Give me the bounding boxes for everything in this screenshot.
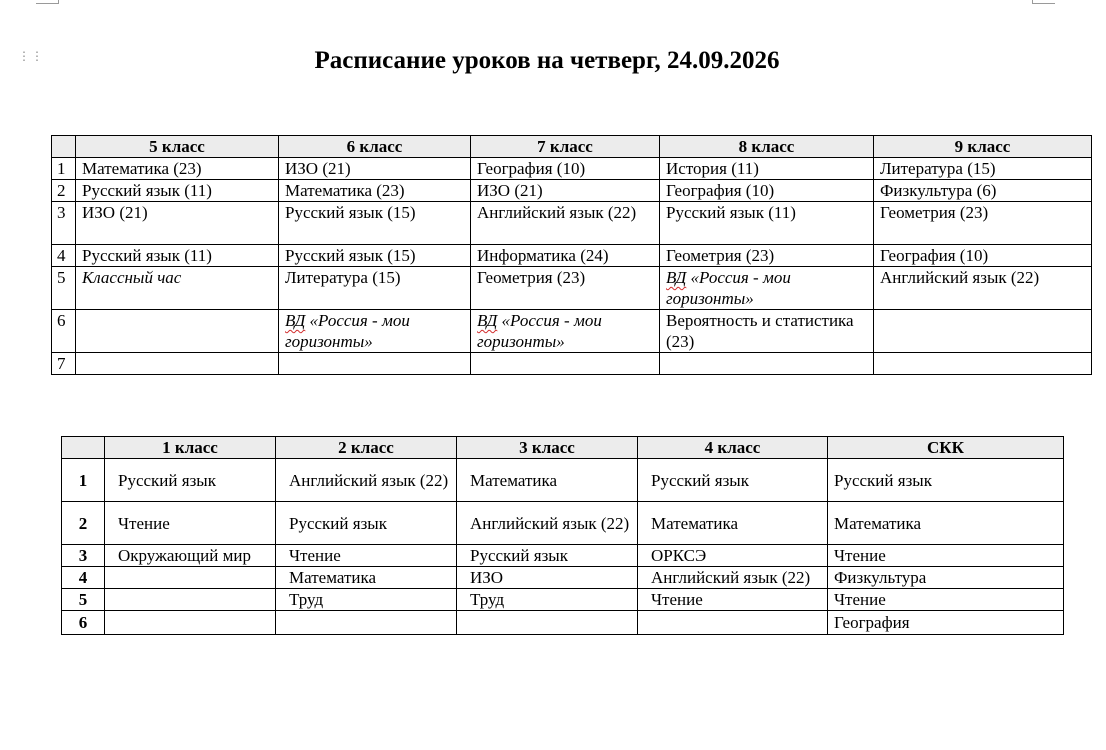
header-cell-grade-5: 5 класс — [76, 136, 279, 158]
table-cell[interactable] — [76, 353, 279, 375]
table-row — [62, 611, 1064, 635]
header-cell-grade-1: 1 класс — [105, 437, 276, 459]
table-cell[interactable]: Русский язык — [105, 459, 276, 502]
vd-abbreviation: ВД — [477, 311, 498, 330]
table-cell[interactable]: ИЗО (21) — [76, 202, 279, 245]
table-cell[interactable]: ИЗО (21) — [279, 158, 471, 180]
header-cell-grade-2: 2 класс — [276, 437, 457, 459]
lesson-number: 5 — [52, 267, 76, 310]
table-cell[interactable] — [457, 611, 638, 635]
table-cell[interactable]: Вероятность и статистика (23) — [660, 310, 874, 353]
table-row — [62, 589, 1064, 611]
table-cell[interactable]: Чтение — [828, 545, 1064, 567]
table-cell[interactable]: Английский язык (22) — [276, 459, 457, 502]
table-cell[interactable]: Английский язык (22) — [638, 567, 828, 589]
header-cell-number — [62, 437, 105, 459]
table-cell[interactable]: ИЗО — [457, 567, 638, 589]
lesson-number: 6 — [52, 310, 76, 353]
table-cell[interactable] — [76, 310, 279, 353]
table-cell[interactable]: Математика — [828, 502, 1064, 545]
table-cell[interactable] — [874, 353, 1092, 375]
header-cell-grade-7: 7 класс — [471, 136, 660, 158]
table-cell[interactable]: Труд — [457, 589, 638, 611]
lesson-number: 1 — [62, 459, 105, 502]
table-cell[interactable]: Литература (15) — [874, 158, 1092, 180]
table-row — [62, 545, 1064, 567]
table-cell[interactable]: Труд — [276, 589, 457, 611]
table-cell[interactable]: География (10) — [660, 180, 874, 202]
table-cell[interactable]: Английский язык (22) — [471, 202, 660, 245]
table-row — [52, 310, 1092, 353]
table-row — [62, 567, 1064, 589]
table-cell[interactable]: Математика (23) — [279, 180, 471, 202]
table-header-row — [62, 437, 1064, 459]
page-corner-mark-right — [1032, 0, 1055, 4]
table-cell[interactable]: Английский язык (22) — [874, 267, 1092, 310]
table-cell[interactable]: Геометрия (23) — [471, 267, 660, 310]
table-row — [52, 158, 1092, 180]
table-cell[interactable]: Физкультура (6) — [874, 180, 1092, 202]
table-cell[interactable]: Русский язык (15) — [279, 245, 471, 267]
vd-course-name: «Россия - мои горизонты» — [285, 311, 410, 351]
page-title: Расписание уроков на четверг, 24.09.2026 — [314, 47, 780, 74]
lesson-number: 4 — [52, 245, 76, 267]
vd-abbreviation: ВД — [666, 268, 687, 287]
table-row — [62, 502, 1064, 545]
lesson-number: 7 — [52, 353, 76, 375]
table-cell[interactable]: Классный час — [76, 267, 279, 310]
table-cell[interactable]: Русский язык (15) — [279, 202, 471, 245]
lesson-number: 5 — [62, 589, 105, 611]
header-cell-grade-6: 6 класс — [279, 136, 471, 158]
table-cell[interactable]: Математика — [276, 567, 457, 589]
table-cell[interactable] — [660, 353, 874, 375]
table-cell[interactable]: Математика (23) — [76, 158, 279, 180]
lesson-number: 3 — [52, 202, 76, 245]
table-cell[interactable]: Русский язык (11) — [660, 202, 874, 245]
table-row — [52, 202, 1092, 245]
table-cell[interactable]: Информатика (24) — [471, 245, 660, 267]
page-corner-mark-left — [36, 0, 59, 4]
table-cell[interactable]: География (10) — [471, 158, 660, 180]
table-cell[interactable]: Чтение — [638, 589, 828, 611]
vd-course-name: «Россия - мои горизонты» — [477, 311, 602, 351]
table-cell[interactable]: Русский язык — [457, 545, 638, 567]
table-cell[interactable] — [471, 310, 660, 353]
table-cell[interactable] — [105, 589, 276, 611]
header-cell-grade-3: 3 класс — [457, 437, 638, 459]
table-cell[interactable]: Физкультура — [828, 567, 1064, 589]
table-cell[interactable] — [638, 611, 828, 635]
header-cell-skk: СКК — [828, 437, 1064, 459]
schedule-table-grades-1-4 — [61, 436, 1064, 635]
table-cell[interactable]: Литература (15) — [279, 267, 471, 310]
vd-abbreviation: ВД — [285, 311, 306, 330]
table-cell[interactable] — [660, 267, 874, 310]
table-cell[interactable]: Геометрия (23) — [660, 245, 874, 267]
drag-handle-icon[interactable]: ⋮⋮ — [18, 49, 44, 63]
table-cell[interactable]: Русский язык (11) — [76, 245, 279, 267]
lesson-number: 2 — [62, 502, 105, 545]
header-cell-grade-4: 4 класс — [638, 437, 828, 459]
table-cell[interactable]: История (11) — [660, 158, 874, 180]
lesson-number: 6 — [62, 611, 105, 635]
vd-course-name: «Россия - мои горизонты» — [666, 268, 791, 308]
table-cell[interactable] — [276, 611, 457, 635]
table-cell[interactable]: ИЗО (21) — [471, 180, 660, 202]
schedule-table-grades-5-9 — [51, 135, 1092, 375]
table-row — [52, 353, 1092, 375]
table-cell[interactable]: Чтение — [828, 589, 1064, 611]
table-cell[interactable]: Русский язык — [828, 459, 1064, 502]
header-cell-number — [52, 136, 76, 158]
header-cell-grade-9: 9 класс — [874, 136, 1092, 158]
table-cell[interactable]: География (10) — [874, 245, 1092, 267]
lesson-number: 3 — [62, 545, 105, 567]
table-cell[interactable]: Математика — [457, 459, 638, 502]
table-cell[interactable]: Английский язык (22) — [457, 502, 638, 545]
table-row — [52, 267, 1092, 310]
table-cell[interactable]: Окружающий мир — [105, 545, 276, 567]
table-cell[interactable]: Чтение — [105, 502, 276, 545]
lesson-number: 4 — [62, 567, 105, 589]
table-row — [52, 245, 1092, 267]
table-row — [52, 180, 1092, 202]
lesson-number: 2 — [52, 180, 76, 202]
table-cell[interactable]: Русский язык (11) — [76, 180, 279, 202]
header-cell-grade-8: 8 класс — [660, 136, 874, 158]
table-cell[interactable]: Геометрия (23) — [874, 202, 1092, 245]
table-cell[interactable] — [279, 353, 471, 375]
table-cell[interactable]: Русский язык — [638, 459, 828, 502]
table-cell[interactable] — [105, 611, 276, 635]
table-row — [62, 459, 1064, 502]
table-cell[interactable] — [471, 353, 660, 375]
table-cell[interactable] — [105, 567, 276, 589]
table-cell[interactable]: Математика — [638, 502, 828, 545]
table-cell[interactable]: ОРКСЭ — [638, 545, 828, 567]
table-cell[interactable] — [874, 310, 1092, 353]
table-cell[interactable]: Русский язык — [276, 502, 457, 545]
table-cell[interactable]: Чтение — [276, 545, 457, 567]
lesson-number: 1 — [52, 158, 76, 180]
table-cell[interactable]: География — [828, 611, 1064, 635]
table-header-row — [52, 136, 1092, 158]
table-cell[interactable] — [279, 310, 471, 353]
